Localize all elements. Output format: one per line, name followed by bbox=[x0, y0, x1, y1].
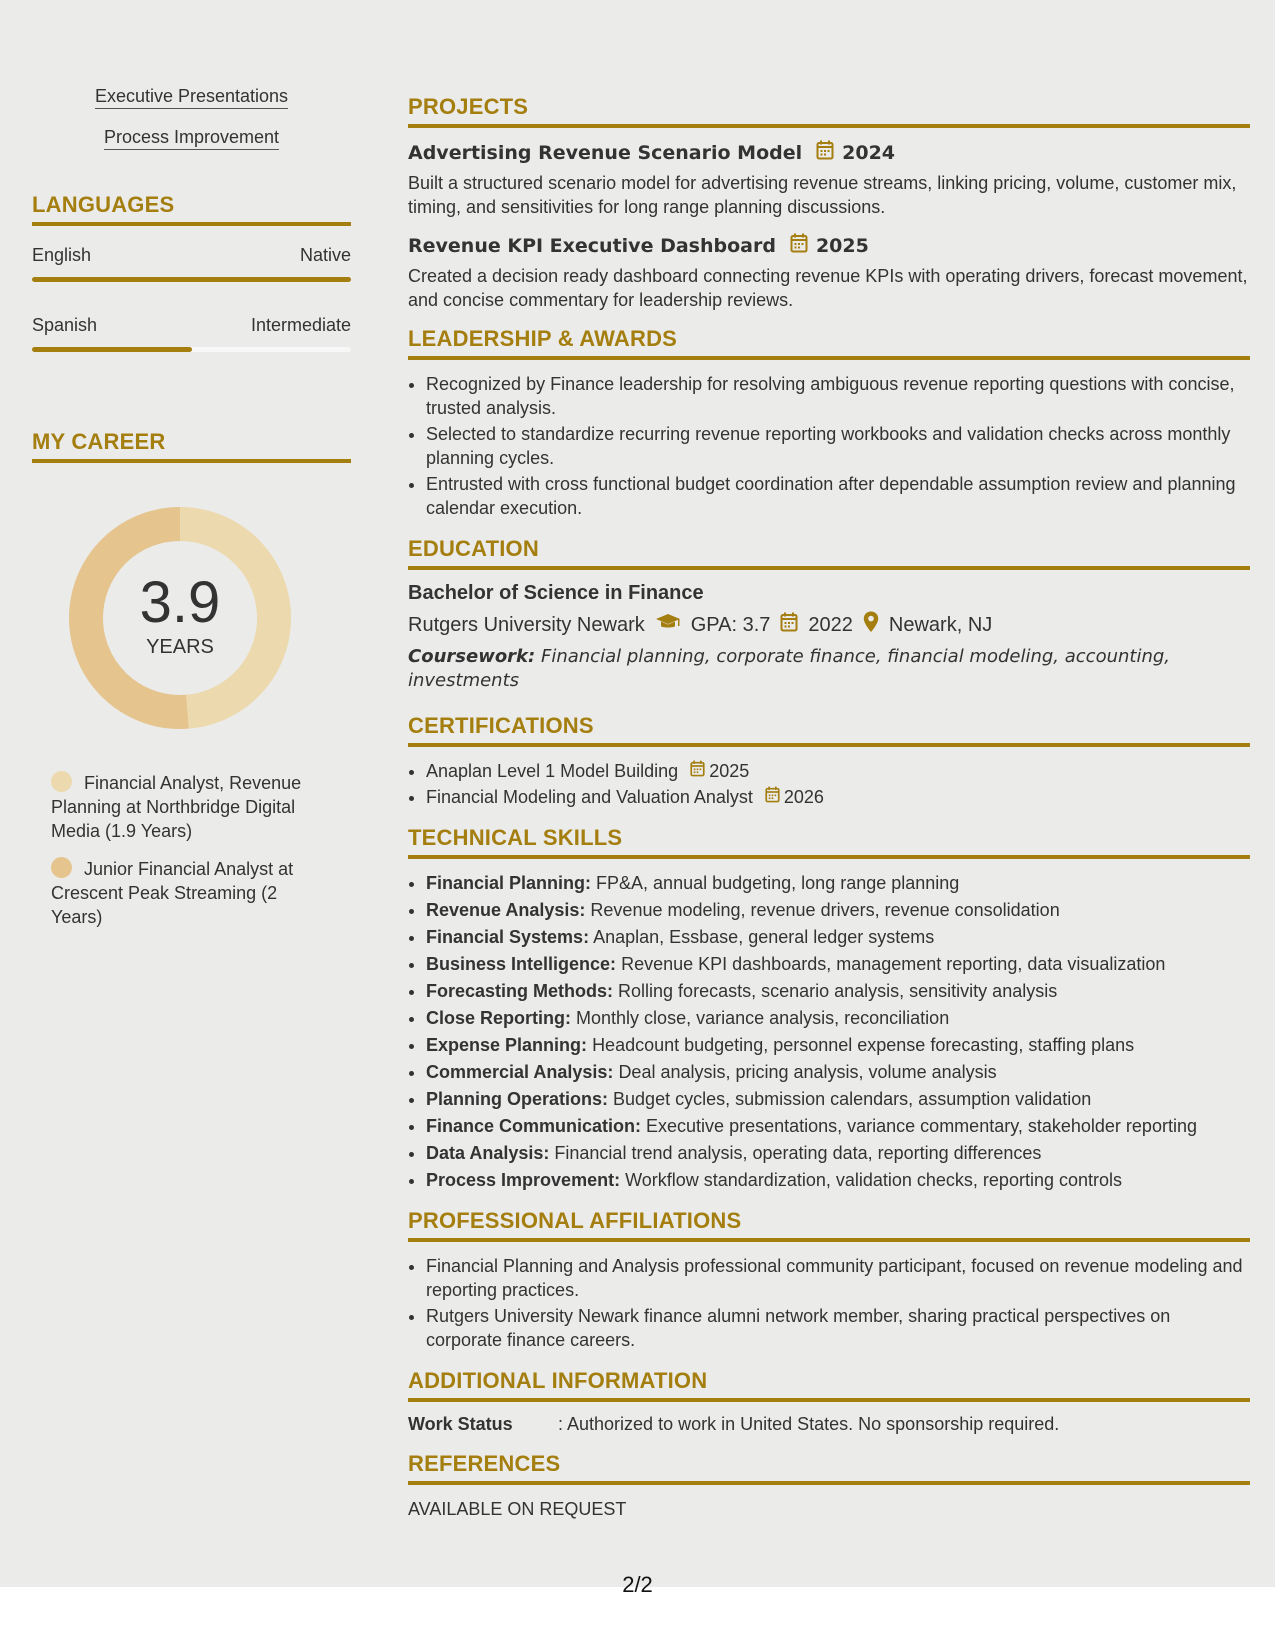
skill-category: Data Analysis: bbox=[426, 1143, 550, 1163]
education-entry bbox=[408, 582, 1250, 693]
skill-category: Expense Planning: bbox=[426, 1035, 588, 1055]
career-legend-label: Financial Analyst, Revenue Planning at Northbridge Digital Media (1.9 Years) bbox=[51, 773, 302, 841]
list-item bbox=[426, 925, 1250, 949]
language-name: English bbox=[32, 245, 92, 265]
calendar-icon bbox=[765, 785, 780, 809]
skill-category: Forecasting Methods: bbox=[426, 981, 614, 1001]
technical-skills-list bbox=[408, 871, 1250, 1192]
language-spanish bbox=[32, 315, 351, 352]
education-heading: EDUCATION bbox=[408, 536, 1250, 570]
skill-values: Financial trend analysis, operating data, reporting differences bbox=[554, 1143, 1042, 1163]
skill-category: Business Intelligence: bbox=[426, 954, 617, 974]
education-year: 2022 bbox=[808, 613, 853, 636]
skill-category: Close Reporting: bbox=[426, 1008, 572, 1028]
work-status-value: : Authorized to work in United States. No sponsorship required. bbox=[558, 1414, 1060, 1434]
list-item bbox=[426, 785, 1250, 809]
project-item bbox=[408, 233, 1250, 312]
list-item bbox=[426, 759, 1250, 783]
list-item bbox=[426, 1114, 1250, 1138]
map-pin-icon bbox=[863, 611, 879, 639]
list-item bbox=[426, 1168, 1250, 1192]
list-item bbox=[426, 898, 1250, 922]
list-item bbox=[426, 952, 1250, 976]
left-column bbox=[32, 86, 351, 943]
skill-category: Finance Communication: bbox=[426, 1116, 642, 1136]
certification-name: • Anaplan Level 1 Model Building bbox=[426, 761, 679, 781]
coursework-text: Financial planning, corporate finance, financial modeling, accounting, investments bbox=[408, 646, 1171, 691]
list-item: • Financial Planning and Analysis professional community participant, focused on revenue modeling and reporting practices. bbox=[426, 1254, 1250, 1302]
skill-category: Process Improvement: bbox=[426, 1170, 621, 1190]
page-number: 2/2 bbox=[622, 1572, 653, 1597]
language-proficiency-bar bbox=[32, 347, 351, 352]
skill-category: Commercial Analysis: bbox=[426, 1062, 614, 1082]
list-item bbox=[426, 1087, 1250, 1111]
projects-heading: PROJECTS bbox=[408, 94, 1250, 128]
education-school: Rutgers University Newark bbox=[408, 613, 645, 636]
skill-values: Monthly close, variance analysis, reconciliation bbox=[576, 1008, 950, 1028]
list-item: • Recognized by Finance leadership for resolving ambiguous revenue reporting questions with concise, trusted analysis. bbox=[426, 372, 1250, 420]
skill-values: Anaplan, Essbase, general ledger systems bbox=[593, 927, 935, 947]
certifications-list bbox=[408, 759, 1250, 809]
skill-values: Deal analysis, pricing analysis, volume analysis bbox=[618, 1062, 997, 1082]
education-gpa: GPA: 3.7 bbox=[690, 613, 771, 636]
education-coursework bbox=[408, 645, 1250, 693]
certification-year: 2026 bbox=[783, 787, 824, 807]
graduation-cap-icon bbox=[655, 613, 681, 637]
career-legend bbox=[51, 771, 321, 929]
language-level: Intermediate bbox=[250, 315, 351, 335]
project-description: Built a structured scenario model for advertising revenue streams, linking pricing, volume, customer mix, timing, and sensitivities for long range planning discussions. bbox=[408, 173, 1237, 217]
career-legend-item bbox=[51, 771, 321, 843]
project-description: Created a decision ready dashboard connecting revenue KPIs with operating drivers, forecast movement, and concise commentary for leadership reviews. bbox=[408, 266, 1248, 310]
skill-values: Headcount budgeting, personnel expense forecasting, staffing plans bbox=[592, 1035, 1135, 1055]
career-total-years: 3.9 bbox=[139, 570, 221, 635]
list-item bbox=[426, 1141, 1250, 1165]
list-item bbox=[426, 871, 1250, 895]
language-proficiency-bar bbox=[32, 277, 351, 282]
certifications-heading: CERTIFICATIONS bbox=[408, 713, 1250, 747]
technical-skills-heading: TECHNICAL SKILLS bbox=[408, 825, 1250, 859]
skill-category: Financial Planning: bbox=[426, 873, 592, 893]
right-column bbox=[408, 94, 1250, 1521]
skill-values: Executive presentations, variance commentary, stakeholder reporting bbox=[646, 1116, 1197, 1136]
skill-values: Budget cycles, submission calendars, assumption validation bbox=[613, 1089, 1092, 1109]
legend-dot bbox=[51, 857, 72, 878]
language-english bbox=[32, 245, 351, 282]
affiliations-heading: PROFESSIONAL AFFILIATIONS bbox=[408, 1208, 1250, 1242]
calendar-icon bbox=[816, 140, 834, 165]
list-item: • Rutgers University Newark finance alumni network member, sharing practical perspectives on corporate finance careers. bbox=[426, 1304, 1250, 1352]
language-proficiency-fill bbox=[32, 347, 192, 352]
project-title: Revenue KPI Executive Dashboard bbox=[408, 234, 776, 257]
project-year: 2025 bbox=[815, 234, 869, 257]
skill-values: Revenue modeling, revenue drivers, revenue consolidation bbox=[590, 900, 1060, 920]
work-status-label: Work Status bbox=[408, 1414, 513, 1434]
language-level: Native bbox=[299, 245, 351, 265]
education-degree: Bachelor of Science in Finance bbox=[408, 582, 704, 604]
leadership-heading: LEADERSHIP & AWARDS bbox=[408, 326, 1250, 360]
project-year: 2024 bbox=[842, 141, 896, 164]
calendar-icon bbox=[780, 612, 798, 638]
skill-category: Planning Operations: bbox=[426, 1089, 609, 1109]
list-item: • Selected to standardize recurring revenue reporting workbooks and validation checks across monthly planning cycles. bbox=[426, 422, 1250, 470]
certification-year: 2025 bbox=[709, 761, 750, 781]
affiliations-list bbox=[408, 1254, 1250, 1352]
references-text: AVAILABLE ON REQUEST bbox=[408, 1499, 627, 1519]
skill-tag-label: Executive Presentations bbox=[95, 86, 288, 109]
career-legend-label: Junior Financial Analyst at Crescent Peak Streaming (2 Years) bbox=[51, 859, 294, 927]
list-item: • Entrusted with cross functional budget coordination after dependable assumption review and planning calendar execution. bbox=[426, 472, 1250, 520]
language-proficiency-fill bbox=[32, 277, 351, 282]
list-item bbox=[426, 1033, 1250, 1057]
additional-info-heading: ADDITIONAL INFORMATION bbox=[408, 1368, 1250, 1402]
project-item bbox=[408, 140, 1250, 219]
calendar-icon bbox=[690, 759, 705, 783]
leadership-list bbox=[408, 372, 1250, 520]
skill-values: Revenue KPI dashboards, management reporting, data visualization bbox=[621, 954, 1166, 974]
coursework-label: Coursework: bbox=[408, 646, 536, 667]
education-location: Newark, NJ bbox=[888, 613, 993, 636]
skill-category: Financial Systems: bbox=[426, 927, 590, 947]
skill-values: Rolling forecasts, scenario analysis, sensitivity analysis bbox=[618, 981, 1058, 1001]
skill-category: Revenue Analysis: bbox=[426, 900, 586, 920]
career-legend-item bbox=[51, 857, 321, 929]
certification-name: • Financial Modeling and Valuation Analyst bbox=[426, 787, 753, 807]
list-item bbox=[426, 979, 1250, 1003]
career-years-label: YEARS bbox=[146, 636, 214, 658]
work-status-row bbox=[408, 1414, 1250, 1435]
list-item bbox=[426, 1006, 1250, 1030]
skill-values: FP&A, annual budgeting, long range planning bbox=[596, 873, 960, 893]
references-heading: REFERENCES bbox=[408, 1451, 1250, 1485]
project-title: Advertising Revenue Scenario Model bbox=[408, 141, 803, 164]
skill-tag bbox=[32, 127, 351, 148]
language-name: Spanish bbox=[32, 315, 98, 335]
calendar-icon bbox=[790, 233, 808, 258]
legend-dot bbox=[51, 771, 72, 792]
skill-tag bbox=[32, 86, 351, 107]
career-heading: MY CAREER bbox=[32, 429, 351, 463]
skill-values: Workflow standardization, validation checks, reporting controls bbox=[625, 1170, 1123, 1190]
languages-heading: LANGUAGES bbox=[32, 192, 351, 226]
skill-tag-label: Process Improvement bbox=[104, 127, 279, 150]
career-donut-chart bbox=[65, 503, 295, 733]
list-item bbox=[426, 1060, 1250, 1084]
